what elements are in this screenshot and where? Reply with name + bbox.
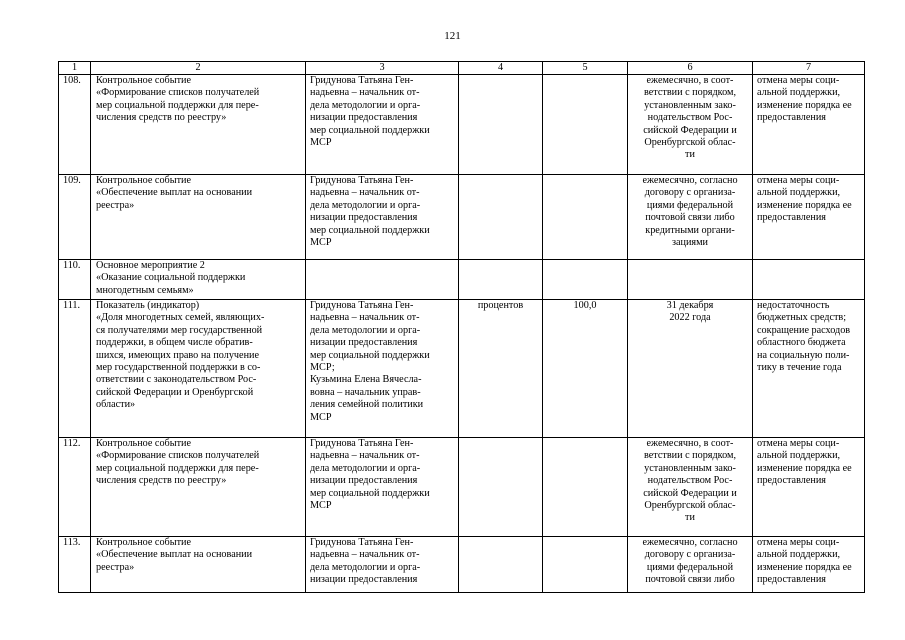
- risk-cell: отмена меры соци- альной поддержки, изменение порядка ее предоставления: [753, 75, 865, 175]
- row-number: 112.: [59, 438, 91, 537]
- responsible-person: Гридунова Татьяна Ген- надьевна – начальник от- дела методологии и орга- низации предоставления: [306, 537, 459, 593]
- risk-cell: отмена меры соци- альной поддержки, изменение порядка ее предоставления: [753, 537, 865, 593]
- table-row: [59, 537, 865, 593]
- responsible-person: [306, 260, 459, 300]
- table-row: [59, 260, 865, 300]
- unit-cell: процентов: [459, 300, 543, 438]
- event-name: Контрольное событие «Обеспечение выплат на основании реестра»: [91, 537, 306, 593]
- term-cell: ежемесячно, согласно договору с организа- циями федеральной почтовой связи либо: [628, 537, 753, 593]
- risk-cell: отмена меры соци- альной поддержки, изменение порядка ее предоставления: [753, 175, 865, 260]
- table-row: [59, 438, 865, 537]
- term-cell: ежемесячно, согласно договору с организа- циями федеральной почтовой связи либо кредитными органи- зациями: [628, 175, 753, 260]
- column-header: 7: [753, 62, 865, 75]
- event-name: Контрольное событие «Формирование списков получателей мер социальной поддержки для пере- числения средств по реестру»: [91, 75, 306, 175]
- value-cell: [543, 537, 628, 593]
- table-header-row: [59, 62, 865, 75]
- event-name: Контрольное событие «Формирование списков получателей мер социальной поддержки для пере- числения средств по реестру»: [91, 438, 306, 537]
- document-table: [58, 61, 865, 593]
- term-cell: ежемесячно, в соот- ветствии с порядком, установленным зако- нодательством Рос- сийской Федерации и Оренбургской облас- ти: [628, 75, 753, 175]
- table-row: [59, 175, 865, 260]
- responsible-person: Гридунова Татьяна Ген- надьевна – начальник от- дела методологии и орга- низации предоставления мер социальной поддержки МСР: [306, 438, 459, 537]
- term-cell: 31 декабря 2022 года: [628, 300, 753, 438]
- table-row: [59, 75, 865, 175]
- row-number: 113.: [59, 537, 91, 593]
- table-row: [59, 300, 865, 438]
- column-header: 4: [459, 62, 543, 75]
- term-cell: ежемесячно, в соот- ветствии с порядком, установленным зако- нодательством Рос- сийской Федерации и Оренбургской облас- ти: [628, 438, 753, 537]
- value-cell: [543, 75, 628, 175]
- value-cell: [543, 260, 628, 300]
- row-number: 111.: [59, 300, 91, 438]
- column-header: 6: [628, 62, 753, 75]
- row-number: 109.: [59, 175, 91, 260]
- unit-cell: [459, 260, 543, 300]
- column-header: 2: [91, 62, 306, 75]
- value-cell: 100,0: [543, 300, 628, 438]
- responsible-person: Гридунова Татьяна Ген- надьевна – начальник от- дела методологии и орга- низации предоставления мер социальной поддержки МСР; Кузьмина Елена Вячесла- вовна – начальник управ- ления семейной политики МСР: [306, 300, 459, 438]
- risk-cell: отмена меры соци- альной поддержки, изменение порядка ее предоставления: [753, 438, 865, 537]
- unit-cell: [459, 75, 543, 175]
- value-cell: [543, 438, 628, 537]
- page-number: 121: [444, 30, 461, 42]
- indicator-name: Показатель (индикатор) «Доля многодетных семей, являющих- ся получателями мер государственной поддержки, в общем числе обратив- шихся, имеющих право на получение мер государственной поддержки в со- ответствии с законодательством Рос- сийской Федерации и Оренбургской области»: [91, 300, 306, 438]
- column-header: 1: [59, 62, 91, 75]
- responsible-person: Гридунова Татьяна Ген- надьевна – начальник от- дела методологии и орга- низации предоставления мер социальной поддержки МСР: [306, 75, 459, 175]
- event-name: Основное мероприятие 2 «Оказание социальной поддержки многодетным семьям»: [91, 260, 306, 300]
- unit-cell: [459, 175, 543, 260]
- value-cell: [543, 175, 628, 260]
- row-number: 110.: [59, 260, 91, 300]
- term-cell: [628, 260, 753, 300]
- unit-cell: [459, 438, 543, 537]
- risk-cell: недостаточность бюджетных средств; сокращение расходов областного бюджета на социальную поли- тику в течение года: [753, 300, 865, 438]
- column-header: 3: [306, 62, 459, 75]
- event-name: Контрольное событие «Обеспечение выплат на основании реестра»: [91, 175, 306, 260]
- risk-cell: [753, 260, 865, 300]
- row-number: 108.: [59, 75, 91, 175]
- responsible-person: Гридунова Татьяна Ген- надьевна – начальник от- дела методологии и орга- низации предоставления мер социальной поддержки МСР: [306, 175, 459, 260]
- column-header: 5: [543, 62, 628, 75]
- unit-cell: [459, 537, 543, 593]
